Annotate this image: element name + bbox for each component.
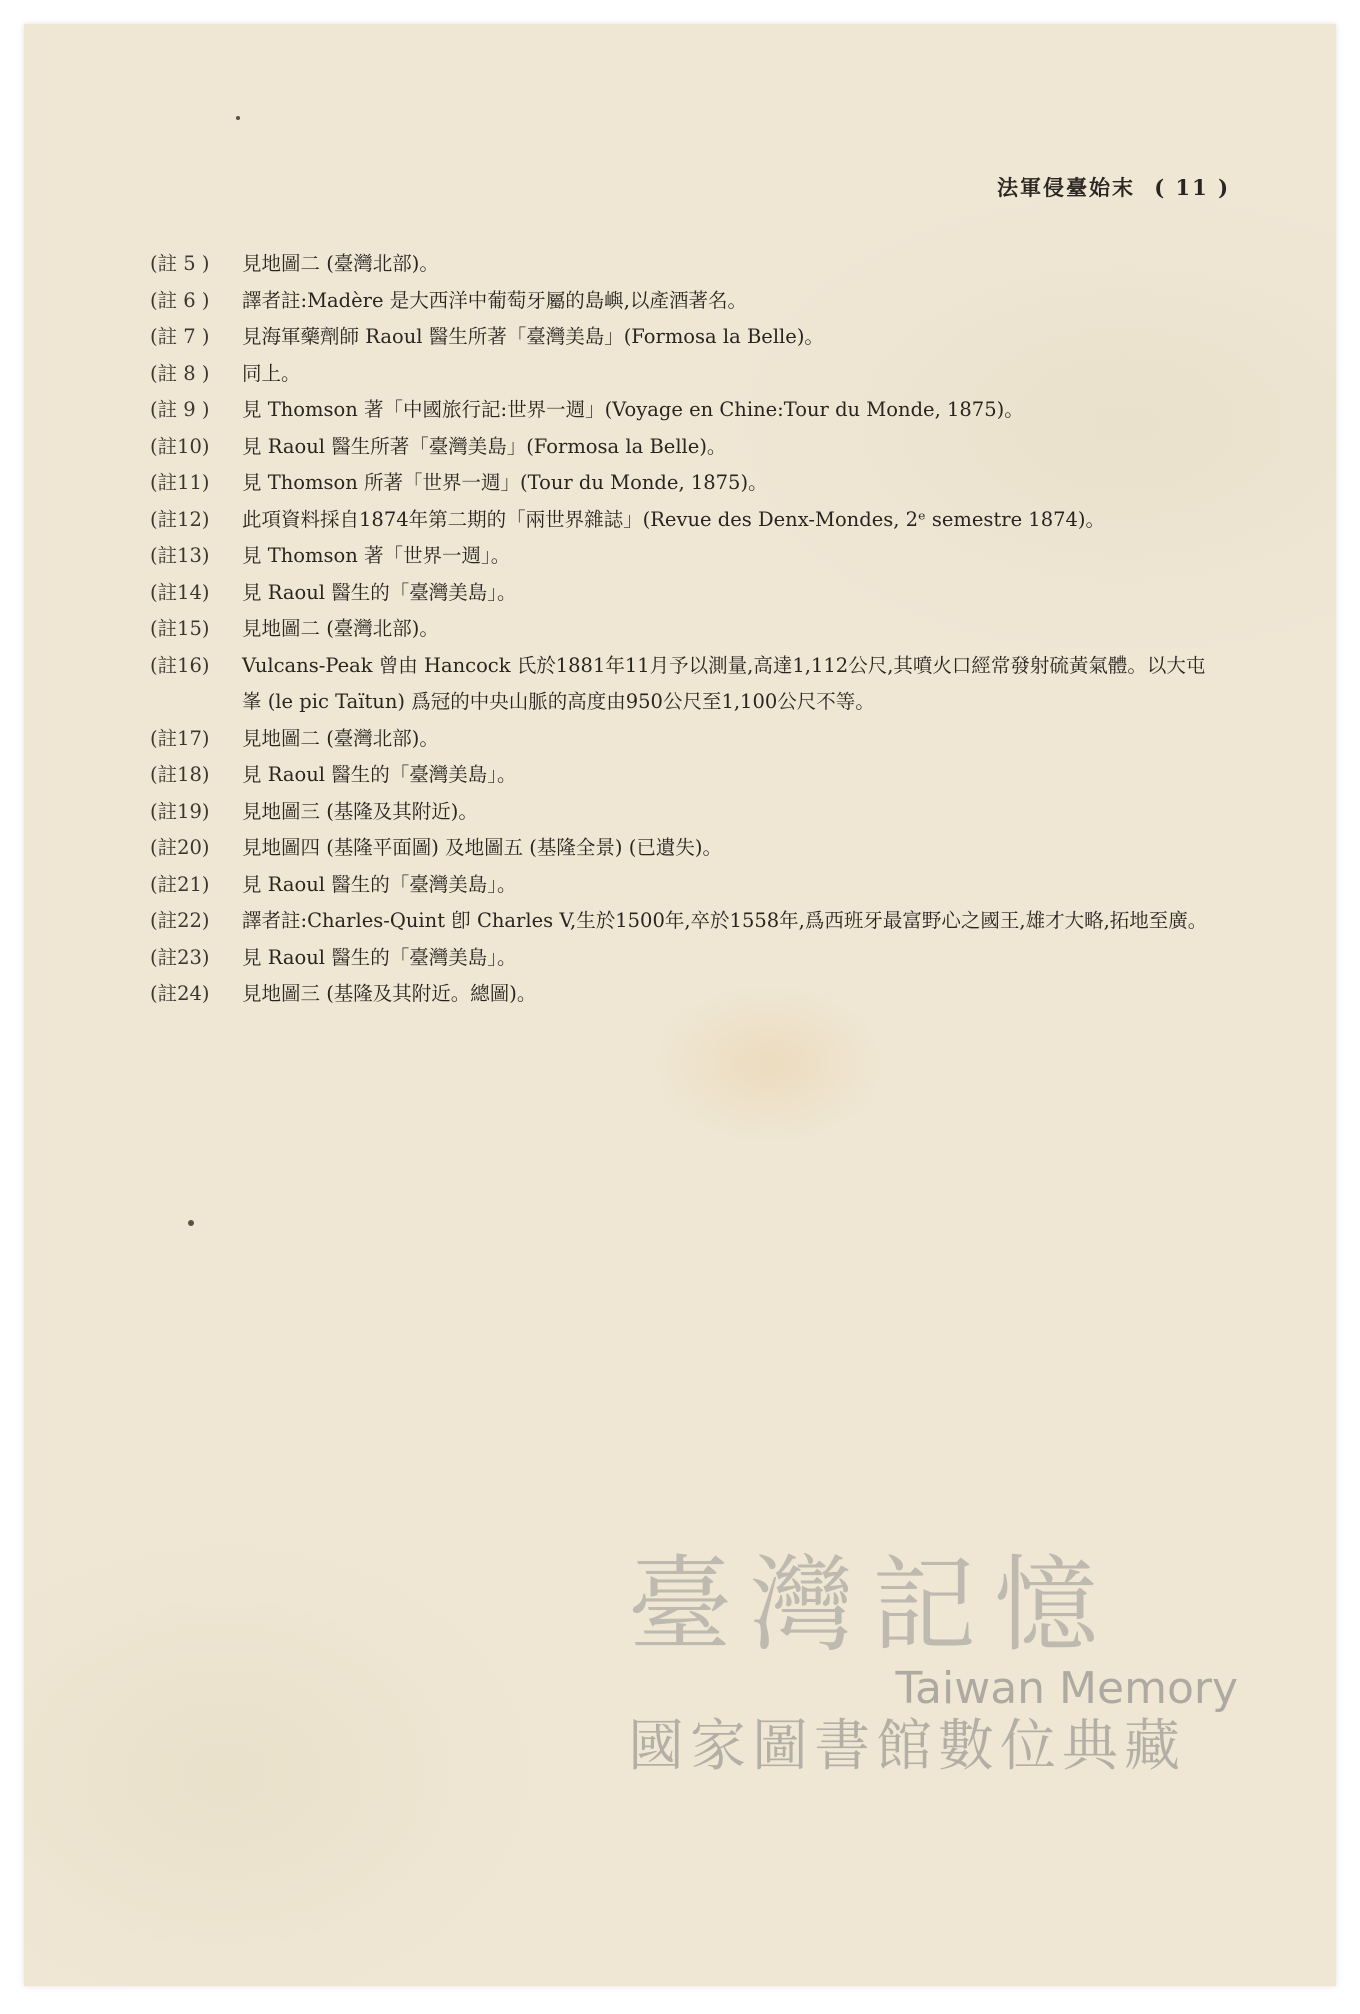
footnote-text: 見海軍藥劑師 Raoul 醫生所著「臺灣美島」(Formosa la Belle)。 xyxy=(242,325,824,348)
footnote-label: (註 7 ) xyxy=(150,325,210,348)
footnote xyxy=(150,502,1220,539)
footnote xyxy=(150,648,1220,721)
footnote-label: (註20) xyxy=(150,836,210,859)
running-header xyxy=(997,172,1230,202)
footnote-text: 見地圖二 (臺灣北部)。 xyxy=(242,252,439,275)
footnote xyxy=(150,538,1220,575)
footnote xyxy=(150,721,1220,758)
footnote-text: 見地圖二 (臺灣北部)。 xyxy=(242,617,439,640)
footnote xyxy=(150,319,1220,356)
footnote-label: (註15) xyxy=(150,617,210,640)
footnote xyxy=(150,429,1220,466)
footnote-text: 見 Raoul 醫生的「臺灣美島」。 xyxy=(242,580,517,604)
footnote-label: (註18) xyxy=(150,763,210,786)
footnote xyxy=(150,830,1220,867)
footnote-label: (註 8 ) xyxy=(150,361,210,385)
footnote-text: 見 Raoul 醫生的「臺灣美島」。 xyxy=(242,945,517,969)
footnote-text: 見地圖四 (基隆平面圖) 及地圖五 (基隆全景) (已遺失)。 xyxy=(242,836,722,859)
footnote xyxy=(150,356,1220,393)
footnote-text: 此項資料採自1874年第二期的「兩世界雜誌」(Revue des Denx-Mondes, 2ᵉ semestre 1874)。 xyxy=(242,507,1106,531)
footnote-label: (註 6 ) xyxy=(150,288,210,312)
footnote-text: 見 Raoul 醫生所著「臺灣美島」(Formosa la Belle)。 xyxy=(242,434,727,458)
footnote-label: (註16) xyxy=(150,653,210,677)
footnote-label: (註19) xyxy=(150,799,210,823)
footnote-text: 見地圖三 (基隆及其附近)。 xyxy=(242,799,478,823)
footnote xyxy=(150,940,1220,977)
footnote-text: 同上。 xyxy=(242,361,301,385)
footnote-text: 譯者註:Charles-Quint 卽 Charles V,生於1500年,卒於1558年,爲西班牙最富野心之國王,雄才大略,拓地至廣。 xyxy=(242,909,1208,932)
footnote-text: 見 Raoul 醫生的「臺灣美島」。 xyxy=(242,763,517,786)
footnotes-list xyxy=(150,246,1220,1013)
footnote-label: (註 5 ) xyxy=(150,252,210,275)
footnote xyxy=(150,283,1220,320)
footnote-label: (註21) xyxy=(150,872,210,896)
stray-dot xyxy=(188,1220,194,1226)
footnote xyxy=(150,903,1220,940)
stray-dot xyxy=(236,116,240,120)
footnote-label: (註22) xyxy=(150,909,210,932)
footnote-label: (註11) xyxy=(150,471,210,494)
footnote xyxy=(150,757,1220,794)
watermark-english: Taiwan Memory xyxy=(895,1663,1238,1714)
footnote-text: 見地圖二 (臺灣北部)。 xyxy=(242,726,439,750)
page-number: ( 11 ) xyxy=(1154,175,1230,200)
footnote-label: (註12) xyxy=(150,507,210,531)
footnote-label: (註24) xyxy=(150,982,210,1005)
footnote xyxy=(150,794,1220,831)
watermark xyxy=(628,1545,1268,1781)
book-title: 法軍侵臺始末 xyxy=(996,175,1135,200)
footnote-label: (註 9 ) xyxy=(150,398,210,421)
footnote-text: 見 Thomson 著「中國旅行記:世界一週」(Voyage en Chine:Tour du Monde, 1875)。 xyxy=(242,398,1024,421)
watermark-library: 國家圖書館數位典藏 xyxy=(628,1714,1186,1779)
footnote xyxy=(150,246,1220,283)
footnote xyxy=(150,575,1220,612)
footnote-label: (註13) xyxy=(150,544,210,567)
footnote-label: (註10) xyxy=(150,434,210,458)
footnote-text: 譯者註:Madère 是大西洋中葡萄牙屬的島嶼,以產酒著名。 xyxy=(242,288,747,312)
footnote xyxy=(150,465,1220,502)
footnote-label: (註17) xyxy=(150,726,210,750)
footnote xyxy=(150,392,1220,429)
footnote xyxy=(150,867,1220,904)
footnote-label: (註23) xyxy=(150,945,210,969)
footnote-text: Vulcans-Peak 曾由 Hancock 氏於1881年11月予以測量,高達1,112公尺,其噴火口經常發射硫黃氣體。以大屯峯 (le pic Taïtun) 爲冠的中央山脈的高度由950公尺至1,100公尺不等。 xyxy=(242,653,1206,713)
footnote-text: 見地圖三 (基隆及其附近。總圖)。 xyxy=(242,982,537,1005)
footnote-text: 見 Thomson 所著「世界一週」(Tour du Monde, 1875)。 xyxy=(242,471,768,494)
footnote xyxy=(150,976,1220,1013)
footnote-text: 見 Raoul 醫生的「臺灣美島」。 xyxy=(242,872,517,896)
footnote-text: 見 Thomson 著「世界一週」。 xyxy=(242,544,511,567)
watermark-chinese: 臺灣記憶 xyxy=(628,1544,1117,1666)
footnote-label: (註14) xyxy=(150,580,210,604)
footnote xyxy=(150,611,1220,648)
